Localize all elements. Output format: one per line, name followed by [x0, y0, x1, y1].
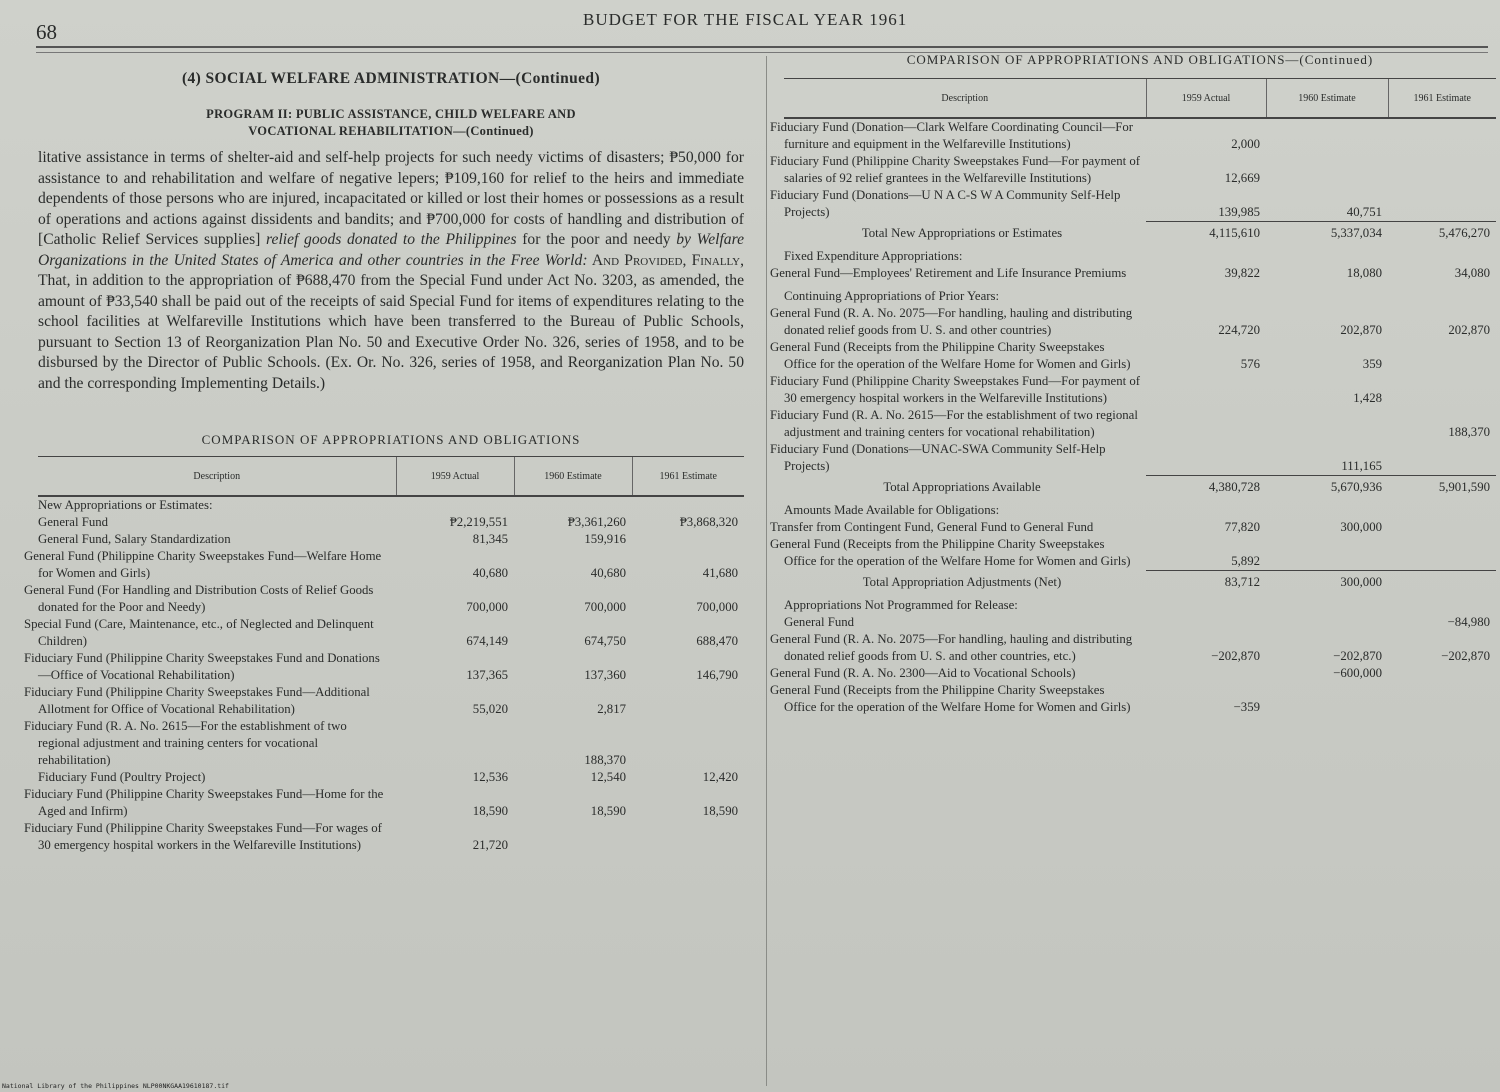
row-description: Special Fund (Care, Maintenance, etc., of Neglected and Delinquent Children) [24, 617, 374, 648]
row-description: General Fund, Salary Standardization [38, 532, 231, 546]
left-table-title: COMPARISON OF APPROPRIATIONS AND OBLIGATIONS [201, 432, 581, 447]
value-1960 [1266, 682, 1388, 716]
value-1961 [1388, 242, 1496, 265]
row-description: General Fund—Employees' Retirement and Life Insurance Premiums [770, 266, 1127, 280]
provision-paragraph [38, 148, 744, 394]
table-row [784, 614, 1496, 631]
table-row [38, 650, 744, 684]
table-row [784, 242, 1496, 265]
program-title-line-1: PROGRAM II: PUBLIC ASSISTANCE, CHILD WELFARE AND [206, 107, 576, 121]
table-row [38, 786, 744, 820]
value-1959: 39,822 [1224, 266, 1260, 280]
row-description: General Fund [784, 615, 855, 629]
table-row [38, 548, 744, 582]
value-1959: 4,380,728 [1146, 475, 1266, 496]
row-description: Total Appropriation Adjustments (Net) [862, 575, 1062, 589]
value-1959: −202,870 [1211, 649, 1260, 663]
value-1960: 300,000 [1266, 570, 1388, 591]
col-description: Description [784, 79, 1146, 119]
value-1960: 12,540 [590, 770, 626, 784]
right-column [770, 50, 1496, 716]
table-row [784, 187, 1496, 221]
value-1960 [1266, 282, 1388, 305]
value-1961 [1388, 519, 1496, 536]
value-1960: 40,751 [1346, 204, 1382, 219]
value-1961 [1388, 570, 1496, 591]
value-1961 [1388, 536, 1496, 570]
value-1961: −84,980 [1447, 615, 1490, 629]
value-1961 [1388, 339, 1496, 373]
value-1961 [1388, 118, 1496, 153]
value-1959: 576 [1240, 357, 1260, 371]
value-1960: 18,590 [590, 804, 626, 818]
value-1960: 5,337,034 [1266, 221, 1388, 242]
table-row [38, 616, 744, 650]
table-row [784, 339, 1496, 373]
row-description: General Fund (Receipts from the Philippine Charity Sweepstakes Office for the operation of the Welfare Home for Women and Girls) [770, 683, 1131, 714]
value-1960: 111,165 [1341, 458, 1382, 473]
value-1960: 1,428 [1353, 391, 1382, 405]
row-description: Total New Appropriations or Estimates [861, 226, 1063, 240]
value-1959 [1146, 496, 1266, 519]
value-1961: 5,901,590 [1388, 475, 1496, 496]
value-1960: 674,750 [584, 634, 626, 648]
value-1959 [396, 496, 514, 514]
value-1959 [1146, 407, 1266, 441]
value-1961 [1388, 282, 1496, 305]
value-1959 [396, 718, 514, 769]
table-row [784, 631, 1496, 665]
value-1961 [1388, 187, 1496, 221]
value-1960: 159,916 [584, 532, 626, 546]
row-description: General Fund (R. A. No. 2075—For handling, hauling and distributing donated relief goods from U. S. and other countries) [770, 306, 1133, 337]
col-1960: 1960 Estimate [1266, 79, 1388, 119]
para-e: And Provided, Finally, [587, 251, 745, 269]
value-1961: 700,000 [696, 600, 738, 614]
para-a: litative assistance in terms of shelter-aid and self-help projects for such needy victims of disasters; ₱50,000 for assistance to and rehabilitation and welfare of negative lepers; ₱109,160 for relief to the heirs and immediate dependents of those persons who are injured, incapacitated or killed or lost their homes or possessions as a result of operations and actions against dissidents and bandits; and ₱700,000 for costs of handling and distribution of [Catholic Relief Services supplies] [38, 149, 744, 248]
para-f: That, in addition to the appropriation of ₱688,470 from the Special Fund under Act No. 3203, as amended, the amount of ₱33,540 shall be paid out of the receipts of said Special Fund for items of expenditures relating to the school facilities at Welfareville Institutions which have been transferred to the Bureau of Public Schools, pursuant to Section 13 of Reorganization Plan No. 50 and Executive Order No. 326, series of 1958, and to be disbursed by the Director of Public Schools. (Ex. Or. No. 326, series of 1958, and Reorganization Plan No. 50 and the corresponding Implementing Details.) [38, 272, 744, 392]
row-description: New Appropriations or Estimates: [38, 498, 213, 512]
value-1960 [1266, 153, 1388, 187]
left-comparison-table [24, 456, 744, 854]
value-1959: 5,892 [1231, 553, 1260, 568]
program-title-line-2: VOCATIONAL REHABILITATION—(Continued) [248, 124, 534, 138]
row-description: General Fund (R. A. No. 2075—For handling, hauling and distributing donated relief goods from U. S. and other countries, etc.) [770, 632, 1133, 663]
col-1961: 1961 Estimate [1388, 79, 1496, 119]
value-1961 [1388, 665, 1496, 682]
table-row [784, 265, 1496, 282]
row-description: Fiduciary Fund (Philippine Charity Sweepstakes Fund—Home for the Aged and Infirm) [24, 787, 384, 818]
row-description: Amounts Made Available for Obligations: [784, 503, 1000, 517]
value-1959: −359 [1233, 700, 1260, 714]
row-description: Transfer from Contingent Fund, General Fund to General Fund [770, 520, 1094, 534]
header-rule [36, 46, 1488, 48]
value-1961 [1388, 441, 1496, 475]
value-1959: 2,000 [1231, 137, 1260, 151]
col-description: Description [38, 457, 396, 497]
row-description: Fiduciary Fund (Donations—U N A C-S W A Community Self-Help Projects) [770, 188, 1121, 219]
value-1959: 21,720 [472, 838, 508, 852]
value-1959: 18,590 [472, 804, 508, 818]
value-1961: 41,680 [702, 566, 738, 580]
value-1960: 137,360 [584, 668, 626, 682]
value-1961: 188,370 [1448, 425, 1490, 439]
table-row [784, 682, 1496, 716]
row-description: General Fund [38, 515, 109, 529]
value-1959 [1146, 282, 1266, 305]
table-row [784, 665, 1496, 682]
value-1961: 688,470 [696, 634, 738, 648]
table-row [38, 496, 744, 514]
table-row [784, 519, 1496, 536]
value-1959: 77,820 [1224, 520, 1260, 534]
col-1959: 1959 Actual [396, 457, 514, 497]
value-1959: 4,115,610 [1146, 221, 1266, 242]
value-1960: 300,000 [1340, 520, 1382, 534]
value-1961 [1388, 373, 1496, 407]
value-1960 [1266, 407, 1388, 441]
value-1961 [1388, 496, 1496, 519]
scan-footer: National Library of the Philippines NLP00NKGAA19610187.tif [2, 1082, 229, 1090]
value-1960: 202,870 [1340, 323, 1382, 337]
value-1960 [1266, 614, 1388, 631]
value-1959: 700,000 [466, 600, 508, 614]
value-1961 [632, 820, 744, 854]
value-1959 [1146, 441, 1266, 475]
value-1961: 12,420 [702, 770, 738, 784]
table-row [38, 769, 744, 786]
value-1959 [1146, 373, 1266, 407]
table-row [784, 221, 1496, 242]
value-1961 [632, 496, 744, 514]
row-description: Fiduciary Fund (Philippine Charity Sweepstakes Fund—For payment of salaries of 92 relief grantees in the Welfareville Institutions) [770, 154, 1141, 185]
table-row [38, 820, 744, 854]
value-1959: 139,985 [1218, 204, 1260, 219]
value-1959: 40,680 [472, 566, 508, 580]
table-row [784, 591, 1496, 614]
table-row [784, 373, 1496, 407]
value-1960: 5,670,936 [1266, 475, 1388, 496]
row-description: Fiduciary Fund (R. A. No. 2615—For the establishment of two regional adjustment and training centers for vocational rehabilitation) [24, 719, 347, 767]
value-1959 [1146, 242, 1266, 265]
table-row [784, 153, 1496, 187]
para-b: relief goods donated to the Philippines [260, 231, 517, 248]
row-description: Total Appropriations Available [883, 480, 1041, 494]
column-divider [766, 56, 767, 1086]
value-1959: 674,149 [466, 634, 508, 648]
row-description: Continuing Appropriations of Prior Years: [784, 289, 1000, 303]
value-1960 [1266, 496, 1388, 519]
table-row [784, 441, 1496, 475]
row-description: General Fund (Receipts from the Philippine Charity Sweepstakes Office for the operation of the Welfare Home for Women and Girls) [770, 340, 1131, 371]
value-1961: 34,080 [1454, 266, 1490, 280]
value-1961 [632, 531, 744, 548]
value-1959 [1146, 591, 1266, 614]
value-1961 [1388, 591, 1496, 614]
value-1959: 12,536 [472, 770, 508, 784]
value-1959: 81,345 [472, 532, 508, 546]
row-description: Fiduciary Fund (Donations—UNAC-SWA Community Self-Help Projects) [770, 442, 1106, 473]
table-row [38, 514, 744, 531]
value-1959: 137,365 [466, 668, 508, 682]
value-1959: 224,720 [1218, 323, 1260, 337]
right-table-title: COMPARISON OF APPROPRIATIONS AND OBLIGATIONS—(Continued) [906, 52, 1374, 67]
table-row [784, 282, 1496, 305]
row-description: General Fund (For Handling and Distribution Costs of Relief Goods donated for the Poor and Needy) [24, 583, 374, 614]
value-1960 [1266, 118, 1388, 153]
value-1960 [514, 496, 632, 514]
left-column [24, 62, 745, 854]
value-1961 [1388, 153, 1496, 187]
row-description: Fiduciary Fund (Philippine Charity Sweepstakes Fund—Additional Allotment for Office of Vocational Rehabilitation) [24, 685, 370, 716]
value-1959: 83,712 [1146, 570, 1266, 591]
col-1960: 1960 Estimate [514, 457, 632, 497]
table-row [784, 496, 1496, 519]
value-1960 [1266, 242, 1388, 265]
value-1960: 359 [1362, 357, 1382, 371]
table-row [38, 531, 744, 548]
table-row [784, 407, 1496, 441]
value-1961: ₱3,868,320 [679, 515, 738, 529]
value-1960: 18,080 [1346, 266, 1382, 280]
value-1959 [1146, 614, 1266, 631]
row-description: Fiduciary Fund (Philippine Charity Sweepstakes Fund—For wages of 30 emergency hospital workers in the Welfareville Institutions) [24, 821, 382, 852]
value-1961: 146,790 [696, 668, 738, 682]
para-d: by Welfare Organizations in the United States of America and other countries in the Free World: [38, 231, 744, 269]
value-1961 [1388, 682, 1496, 716]
value-1961 [632, 718, 744, 769]
row-description: Fiduciary Fund (Philippine Charity Sweepstakes Fund and Donations—Office of Vocational Rehabilitation) [24, 651, 380, 682]
value-1960: −600,000 [1333, 666, 1382, 680]
left-table-body [24, 496, 744, 854]
value-1960: −202,870 [1333, 649, 1382, 663]
program-title [38, 106, 744, 140]
page-number: 68 [36, 20, 57, 44]
table-row [38, 582, 744, 616]
table-row [784, 118, 1496, 153]
row-description: Fiduciary Fund (R. A. No. 2615—For the establishment of two regional adjustment and training centers for vocational rehabilitation) [770, 408, 1138, 439]
row-description: General Fund (Philippine Charity Sweepstakes Fund—Welfare Home for Women and Girls) [24, 549, 382, 580]
value-1959: ₱2,219,551 [449, 515, 508, 529]
row-description: Fiduciary Fund (Philippine Charity Sweepstakes Fund—For payment of 30 emergency hospital workers in the Welfareville Institutions) [770, 374, 1141, 405]
row-description: Fixed Expenditure Appropriations: [784, 249, 963, 263]
value-1961: 202,870 [1448, 323, 1490, 337]
value-1961: 5,476,270 [1388, 221, 1496, 242]
value-1959 [1146, 665, 1266, 682]
table-row [784, 570, 1496, 591]
value-1960: 188,370 [584, 753, 626, 767]
col-1961: 1961 Estimate [632, 457, 744, 497]
value-1960 [514, 820, 632, 854]
value-1960 [1266, 591, 1388, 614]
section-title: (4) SOCIAL WELFARE ADMINISTRATION—(Continued) [181, 70, 601, 87]
row-description: General Fund (R. A. No. 2300—Aid to Vocational Schools) [770, 666, 1076, 680]
value-1960: 700,000 [584, 600, 626, 614]
value-1960: 2,817 [597, 702, 626, 716]
running-title: BUDGET FOR THE FISCAL YEAR 1961 [583, 10, 908, 29]
col-1959: 1959 Actual [1146, 79, 1266, 119]
value-1961 [632, 684, 744, 718]
value-1959: 55,020 [472, 702, 508, 716]
table-row [784, 536, 1496, 570]
right-table-body [770, 118, 1496, 716]
table-row [784, 475, 1496, 496]
value-1959: 12,669 [1224, 171, 1260, 185]
value-1960 [1266, 536, 1388, 570]
right-comparison-table [770, 78, 1496, 716]
row-description: Fiduciary Fund (Poultry Project) [38, 770, 206, 784]
table-row [784, 305, 1496, 339]
value-1960: 40,680 [590, 566, 626, 580]
value-1960: ₱3,361,260 [567, 515, 626, 529]
row-description: General Fund (Receipts from the Philippine Charity Sweepstakes Office for the operation of the Welfare Home for Women and Girls) [770, 537, 1131, 568]
table-row [38, 718, 744, 769]
value-1961: 18,590 [702, 804, 738, 818]
row-description: Fiduciary Fund (Donation—Clark Welfare Coordinating Council—For furniture and equipment in the Welfareville Institutions) [770, 120, 1134, 151]
para-c: for the poor and needy [516, 231, 671, 248]
row-description: Appropriations Not Programmed for Release: [784, 598, 1018, 612]
table-row [38, 684, 744, 718]
value-1961: −202,870 [1441, 649, 1490, 663]
